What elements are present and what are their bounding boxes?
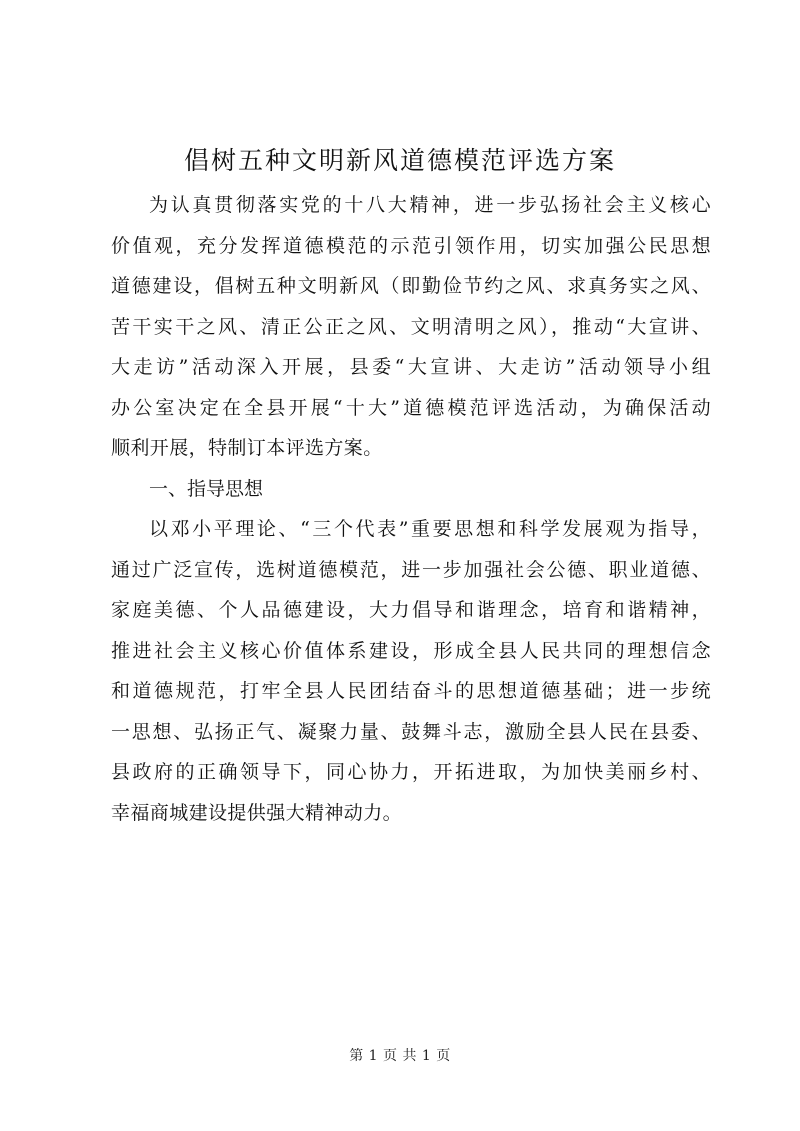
guiding-line: 县政府的正确领导下，同心协力，开拓进取，为加快美丽乡村、 — [111, 761, 711, 783]
intro-line: 苦干实干之风、清正公正之风、文明清明之风），推动“大宣讲、 — [111, 315, 711, 338]
document-body — [111, 185, 711, 833]
intro-line: 道德建设，倡树五种文明新风（即勤俭节约之风、求真务实之风、 — [111, 275, 711, 297]
section-heading-guiding-ideology: 一、指导思想 — [149, 477, 264, 500]
intro-line: 顺利开展，特制订本评选方案。 — [111, 437, 383, 459]
guiding-line: 幸福商城建设提供强大精神动力。 — [111, 801, 403, 824]
guiding-line: 通过广泛宣传，选树道德模范，进一步加强社会公德、职业道德、 — [111, 558, 711, 581]
page-footer: 第 1 页 共 1 页 — [349, 1048, 451, 1064]
intro-line: 为认真贯彻落实党的十八大精神，进一步弘扬社会主义核心 — [149, 194, 711, 216]
guiding-line: 一思想、弘扬正气、凝聚力量、鼓舞斗志，激励全县人民在县委、 — [111, 720, 711, 743]
intro-line: 大走访”活动深入开展，县委“大宣讲、大走访”活动领导小组 — [111, 356, 711, 378]
document-title: 倡树五种文明新风道德模范评选方案 — [183, 146, 616, 175]
guiding-line: 和道德规范，打牢全县人民团结奋斗的思想道德基础；进一步统 — [111, 680, 711, 702]
guiding-line: 推进社会主义核心价值体系建设，形成全县人民共同的理想信念 — [111, 639, 711, 662]
guiding-ideology-paragraph — [111, 509, 711, 833]
guiding-line: 以邓小平理论、“三个代表”重要思想和科学发展观为指导， — [149, 518, 711, 540]
guiding-line: 家庭美德、个人品德建设，大力倡导和谐理念，培育和谐精神， — [111, 599, 711, 621]
intro-line: 价值观，充分发挥道德模范的示范引领作用，切实加强公民思想 — [111, 234, 711, 257]
intro-line: 办公室决定在全县开展“十大”道德模范评选活动，为确保活动 — [111, 396, 711, 419]
intro-paragraph — [111, 185, 711, 469]
